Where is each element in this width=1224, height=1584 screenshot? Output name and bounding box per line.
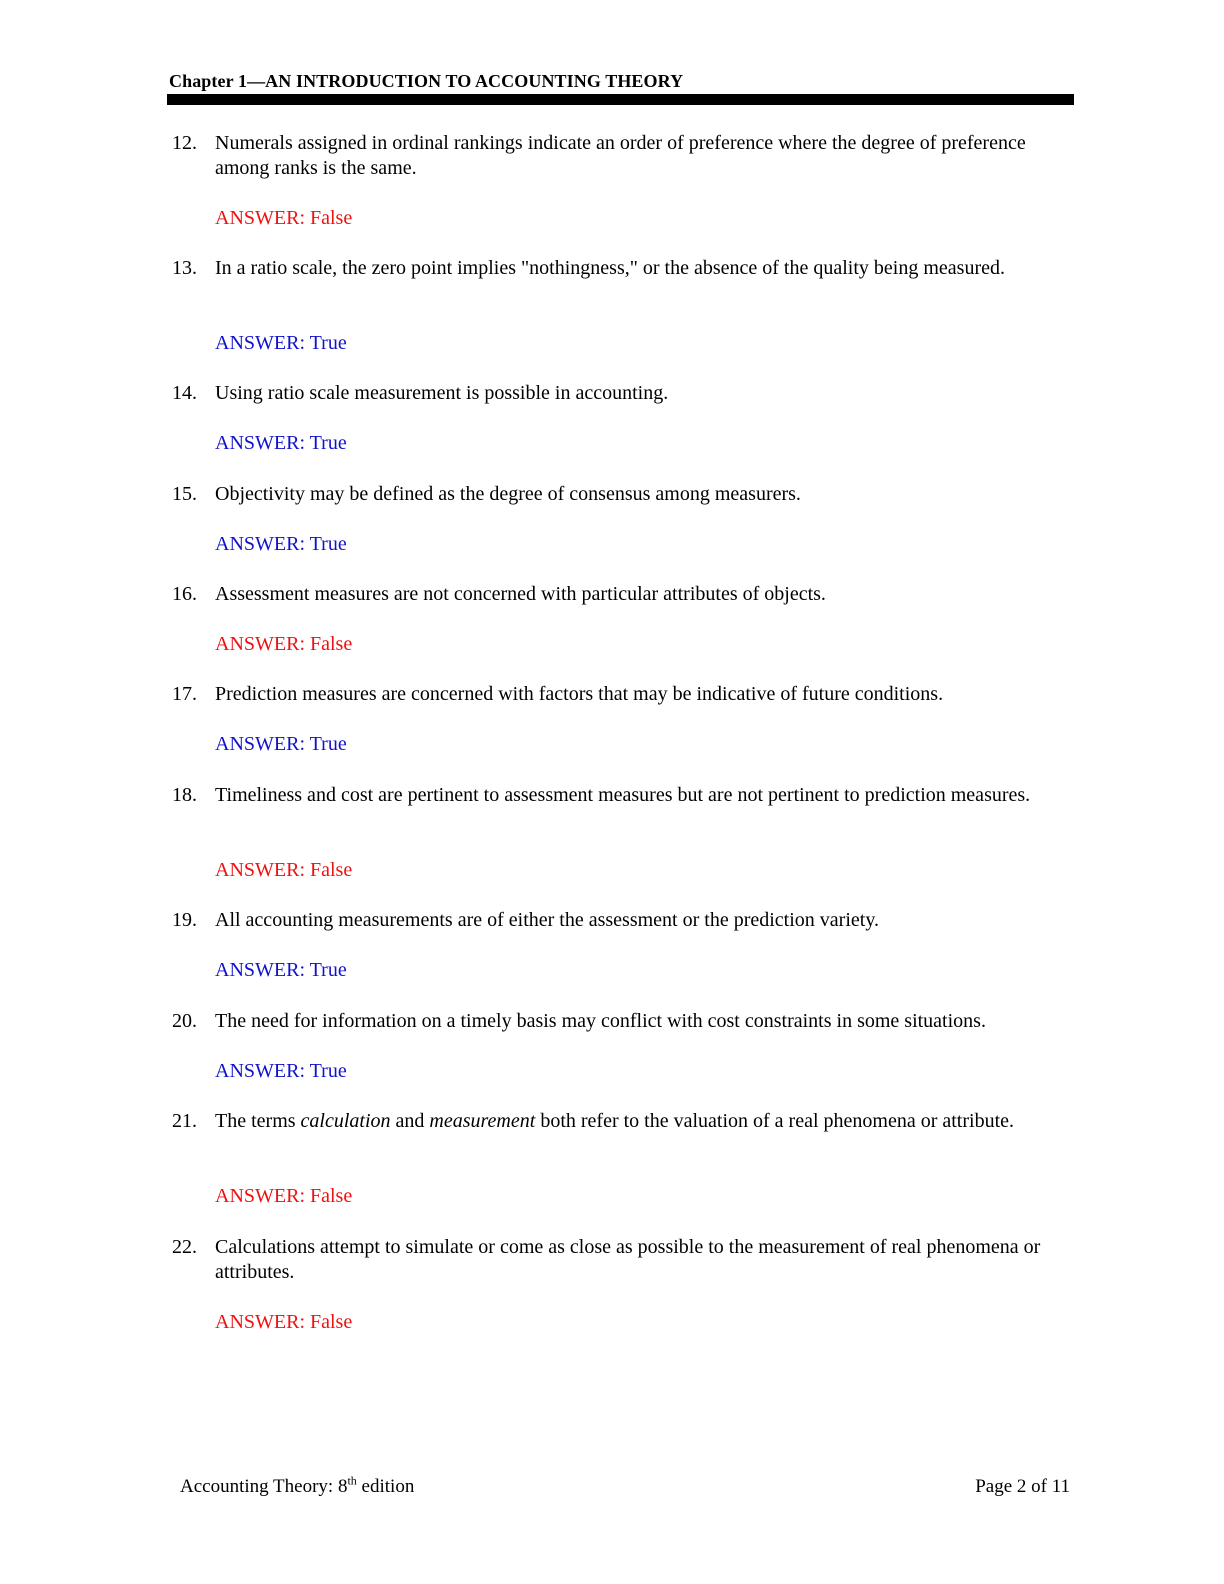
question-text-before: The terms — [215, 1110, 301, 1132]
question-text: The need for information on a timely basis may conflict with cost constraints in some situations. — [215, 1010, 986, 1032]
question-number: 21. — [172, 1110, 197, 1132]
question-text — [215, 1109, 1065, 1134]
question-number: 22. — [172, 1236, 197, 1258]
question-number: 18. — [172, 784, 197, 806]
answer-true: ANSWER: True — [215, 533, 347, 555]
question-text-middle: and — [390, 1110, 430, 1132]
footer-edition-suffix: th — [347, 1473, 357, 1488]
term-calculation: calculation — [300, 1110, 391, 1132]
answer-false: ANSWER: False — [215, 633, 353, 655]
question-text-after: both refer to the valuation of a real phenomena or attribute. — [535, 1110, 1015, 1132]
page-header-title: Chapter 1—AN INTRODUCTION TO ACCOUNTING THEORY — [169, 71, 684, 91]
term-measurement: measurement — [429, 1110, 536, 1132]
answer-true: ANSWER: True — [215, 332, 347, 354]
footer-page-number: Page 2 of 11 — [975, 1476, 1070, 1497]
question-text: Using ratio scale measurement is possible in accounting. — [215, 382, 669, 404]
footer-title-text: Accounting Theory: 8 — [180, 1476, 348, 1497]
question-text: Assessment measures are not concerned with particular attributes of objects. — [215, 583, 826, 605]
answer-false: ANSWER: False — [215, 207, 353, 229]
question-number: 13. — [172, 257, 197, 279]
question-number: 19. — [172, 909, 197, 931]
question-text: In a ratio scale, the zero point implies "nothingness," or the absence of the quality being measured. — [215, 257, 1005, 279]
question-text: Calculations attempt to simulate or come as close as possible to the measurement of real phenomena or attributes. — [215, 1236, 1041, 1283]
answer-true: ANSWER: True — [215, 733, 347, 755]
question-text: All accounting measurements are of either the assessment or the prediction variety. — [215, 909, 880, 931]
header-rule — [167, 94, 1074, 105]
answer-true: ANSWER: True — [215, 959, 347, 981]
answer-true: ANSWER: True — [215, 432, 347, 454]
question-text: Prediction measures are concerned with factors that may be indicative of future conditions. — [215, 683, 944, 705]
question-text: Timeliness and cost are pertinent to assessment measures but are not pertinent to prediction measures. — [215, 784, 1031, 806]
answer-false: ANSWER: False — [215, 1311, 353, 1333]
question-number: 15. — [172, 483, 197, 505]
question-text: Numerals assigned in ordinal rankings indicate an order of preference where the degree of preference among ranks is the same. — [215, 132, 1026, 179]
question-number: 17. — [172, 683, 197, 705]
question-number: 16. — [172, 583, 197, 605]
answer-true: ANSWER: True — [215, 1060, 347, 1082]
question-number: 20. — [172, 1010, 197, 1032]
answer-false: ANSWER: False — [215, 859, 353, 881]
question-text: Objectivity may be defined as the degree of consensus among measurers. — [215, 483, 801, 505]
footer-edition-word: edition — [356, 1476, 415, 1497]
answer-false: ANSWER: False — [215, 1185, 353, 1207]
question-number: 14. — [172, 382, 197, 404]
question-number: 12. — [172, 132, 197, 154]
footer-book-title — [180, 1474, 414, 1499]
